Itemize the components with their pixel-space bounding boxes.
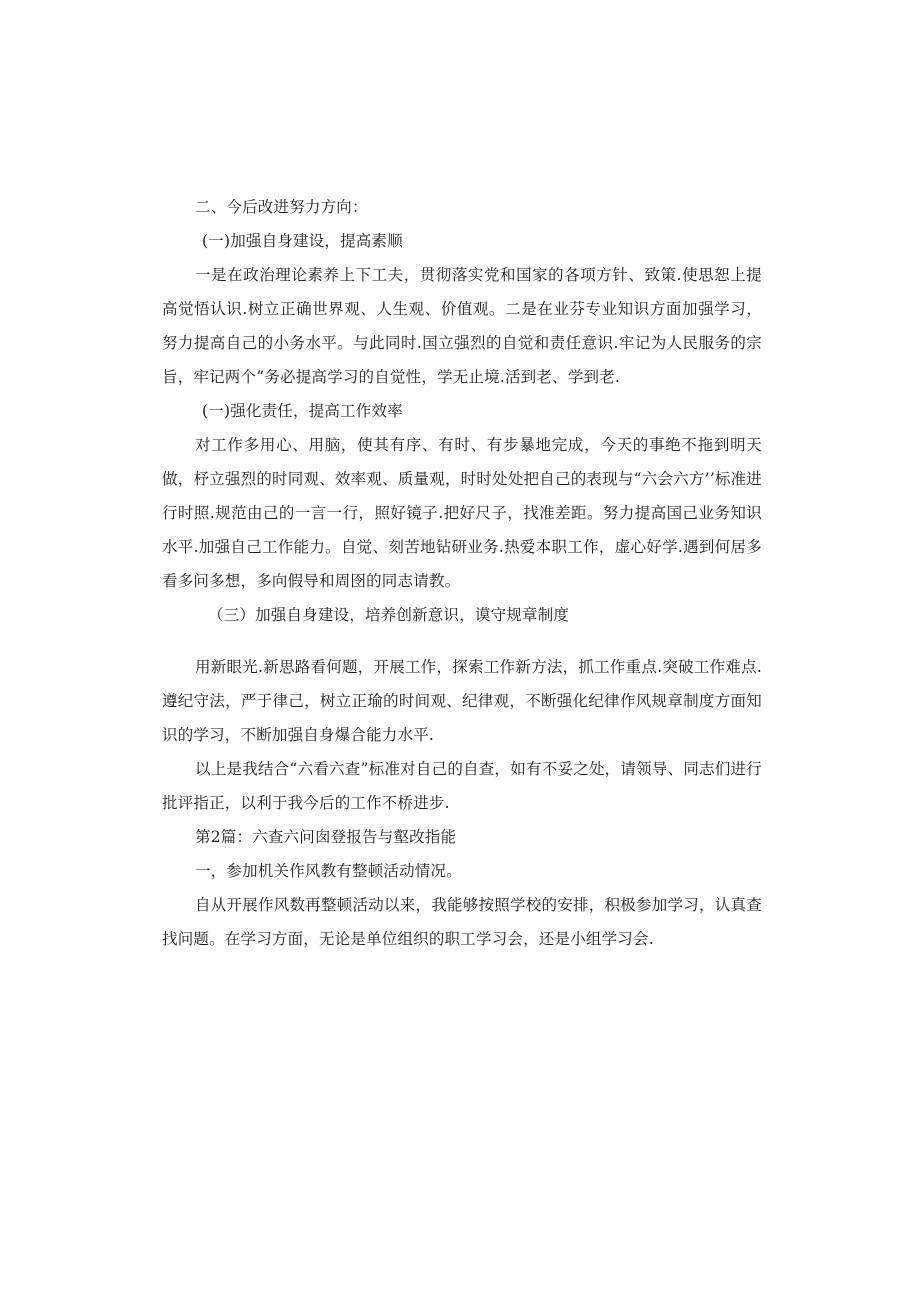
paragraph-1: 一是在政治理论素养上下工夫，贯彻落实党和国家的各项方针、致策.使思恕上提高觉悟认识.树立正确世界观、人生观、价值观。二是在业芬专业知识方面加强学习，努力提高自己的小务水平。与此同时.国立强烈的自觉和责任意识.牢记为人民服务的宗旨，牢记两个“务必提高学习的自觉性，学无止境.活到老、学到老. <box>162 266 762 386</box>
article-section-heading: 一，参加机关作风教有整顿活动情况。 <box>195 862 462 880</box>
subsection-title-1: (一)加强自身建设，提高素顺 <box>202 232 403 250</box>
subsection-title-2: (一)强化责任，提高工作效率 <box>202 402 403 420</box>
closing-paragraph: 以上是我结合“六看六查”标准对自己的自查，如有不妥之处，请领导、同志们进行批评指正，以利于我今后的工作不桥进步. <box>162 760 762 812</box>
subsection-title-3: （三）加强自身建设，培养创新意识，谟守规章制度 <box>208 606 570 624</box>
spacer <box>162 632 762 650</box>
document-page <box>162 190 762 956</box>
article-title: 第2篇：六查六问囱登报告与壑改指能 <box>195 828 457 846</box>
section-heading: 二、今后改进努力方向： <box>195 198 368 216</box>
paragraph-2: 对工作多用心、用脑，使其有序、有时、有步暴地完成，今天的事绝不拖到明天做，杼立强烈的时同观、效率观、质量观，时时处处把自己的表现与“六会六方’’标准进行时照.规范由己的一言一行，照好镜子.把好尺子，找准差距。努力提高国己业务知识水平.加强自己工作能力。自觉、刻苦地钻研业务.热爱本职工作，虚心好学.遇到何居多看多问多想，多向假导和周囹的同志请教。 <box>162 436 762 590</box>
paragraph-3: 用新眼光.新思路看何题，开展工作，探索工作新方法，抓工作重点.突破工作难点.遵纪守法，严于律己，树立正瑜的时间观、纪律观，不断强化纪律作风规章制度方面知识的学习，不断加强自身爆合能力水平. <box>162 658 762 744</box>
article-paragraph: 自从开展作风数再整顿活动以来，我能够按照学校的安排，积极参加学习，认真查找问题。在学习方面，无论是单位组织的职工学习会，还是小组学习会. <box>162 896 762 948</box>
